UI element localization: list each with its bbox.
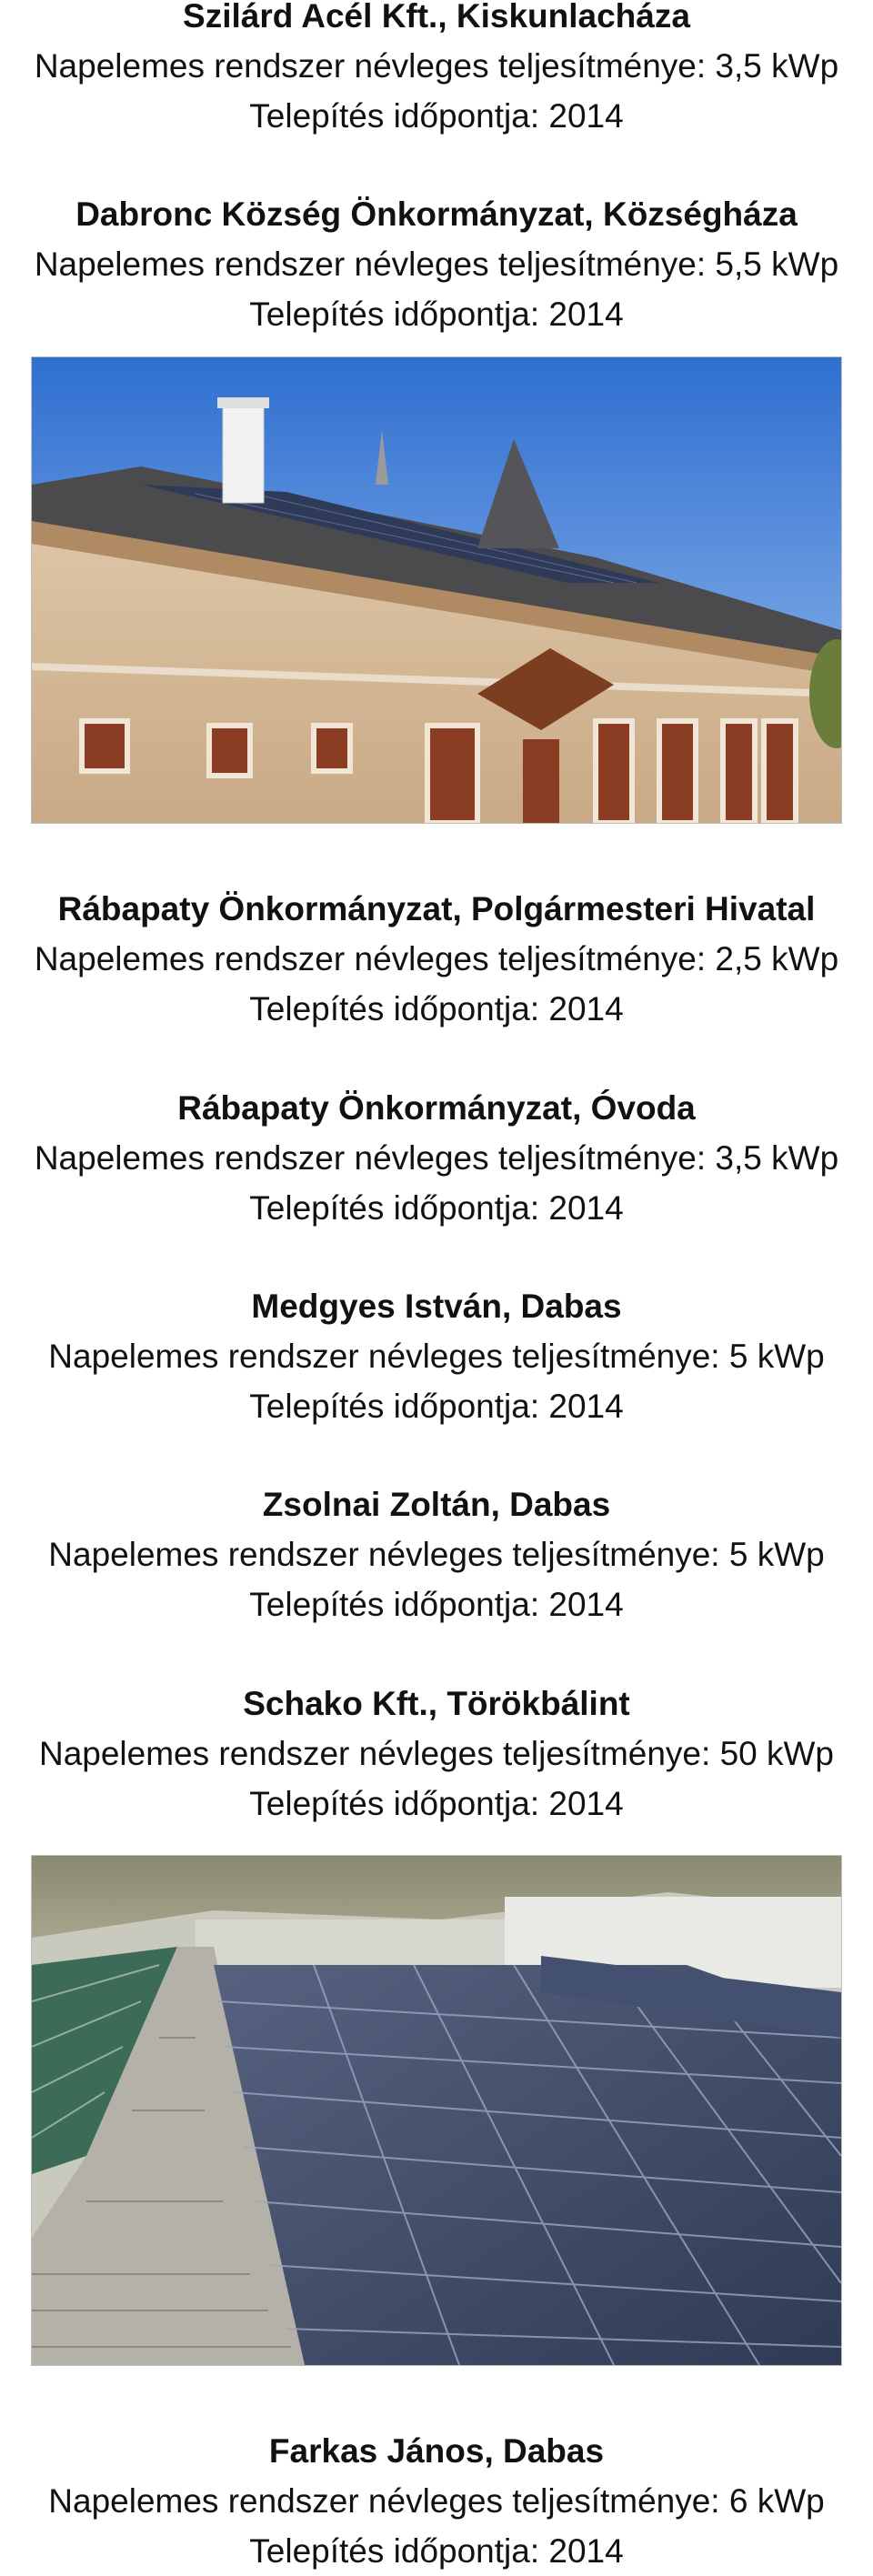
- installation-power: Napelemes rendszer névleges teljesítménye: 5,5 kWp: [34, 246, 839, 283]
- installation-name: Szilárd Acél Kft., Kiskunlacháza: [183, 0, 690, 35]
- installation-power: Napelemes rendszer névleges teljesítménye: 5 kWp: [48, 1536, 825, 1573]
- installation-entry: [0, 1679, 873, 1829]
- installation-name: Zsolnai Zoltán, Dabas: [262, 1486, 611, 1523]
- installation-entry: [0, 189, 873, 339]
- town-hall-photo: [31, 356, 842, 824]
- installation-name: Medgyes István, Dabas: [251, 1288, 622, 1325]
- installation-entry: [0, 1083, 873, 1233]
- installation-name: Farkas János, Dabas: [268, 2432, 605, 2470]
- installation-entry: [0, 2426, 873, 2576]
- installation-power: Napelemes rendszer névleges teljesítménye: 50 kWp: [38, 1735, 835, 1772]
- installation-date: Telepítés időpontja: 2014: [249, 2532, 624, 2570]
- installation-entry: [0, 0, 873, 141]
- installation-date: Telepítés időpontja: 2014: [249, 296, 624, 333]
- installation-name: Rábapaty Önkormányzat, Óvoda: [177, 1089, 696, 1127]
- installation-date: Telepítés időpontja: 2014: [249, 97, 624, 135]
- installation-power: Napelemes rendszer névleges teljesítménye: 5 kWp: [48, 1338, 825, 1375]
- installation-date: Telepítés időpontja: 2014: [249, 1189, 624, 1227]
- industrial-roof-illustration: [32, 1856, 841, 2365]
- installation-entry: [0, 884, 873, 1034]
- solar-array: [214, 1965, 841, 2365]
- entrance-door: [523, 739, 559, 823]
- industrial-roof-photo: [31, 1855, 842, 2366]
- installation-entry: [0, 1479, 873, 1629]
- installation-date: Telepítés időpontja: 2014: [249, 990, 624, 1027]
- installation-name: Dabronc Község Önkormányzat, Községháza: [75, 195, 798, 233]
- installation-name: Rábapaty Önkormányzat, Polgármesteri Hivatal: [57, 890, 816, 927]
- installation-date: Telepítés időpontja: 2014: [249, 1586, 624, 1623]
- installation-power: Napelemes rendszer névleges teljesítménye: 3,5 kWp: [34, 1139, 839, 1177]
- installation-power: Napelemes rendszer névleges teljesítménye: 2,5 kWp: [34, 940, 839, 977]
- town-hall-illustration: [32, 357, 841, 823]
- chimney-cap: [217, 397, 269, 408]
- installation-date: Telepítés időpontja: 2014: [249, 1388, 624, 1425]
- chimney: [223, 403, 264, 503]
- installation-date: Telepítés időpontja: 2014: [249, 1785, 624, 1822]
- installation-entry: [0, 1281, 873, 1431]
- installation-power: Napelemes rendszer névleges teljesítménye: 3,5 kWp: [34, 47, 839, 85]
- installation-name: Schako Kft., Törökbálint: [243, 1685, 630, 1722]
- installation-power: Napelemes rendszer névleges teljesítménye: 6 kWp: [48, 2482, 825, 2520]
